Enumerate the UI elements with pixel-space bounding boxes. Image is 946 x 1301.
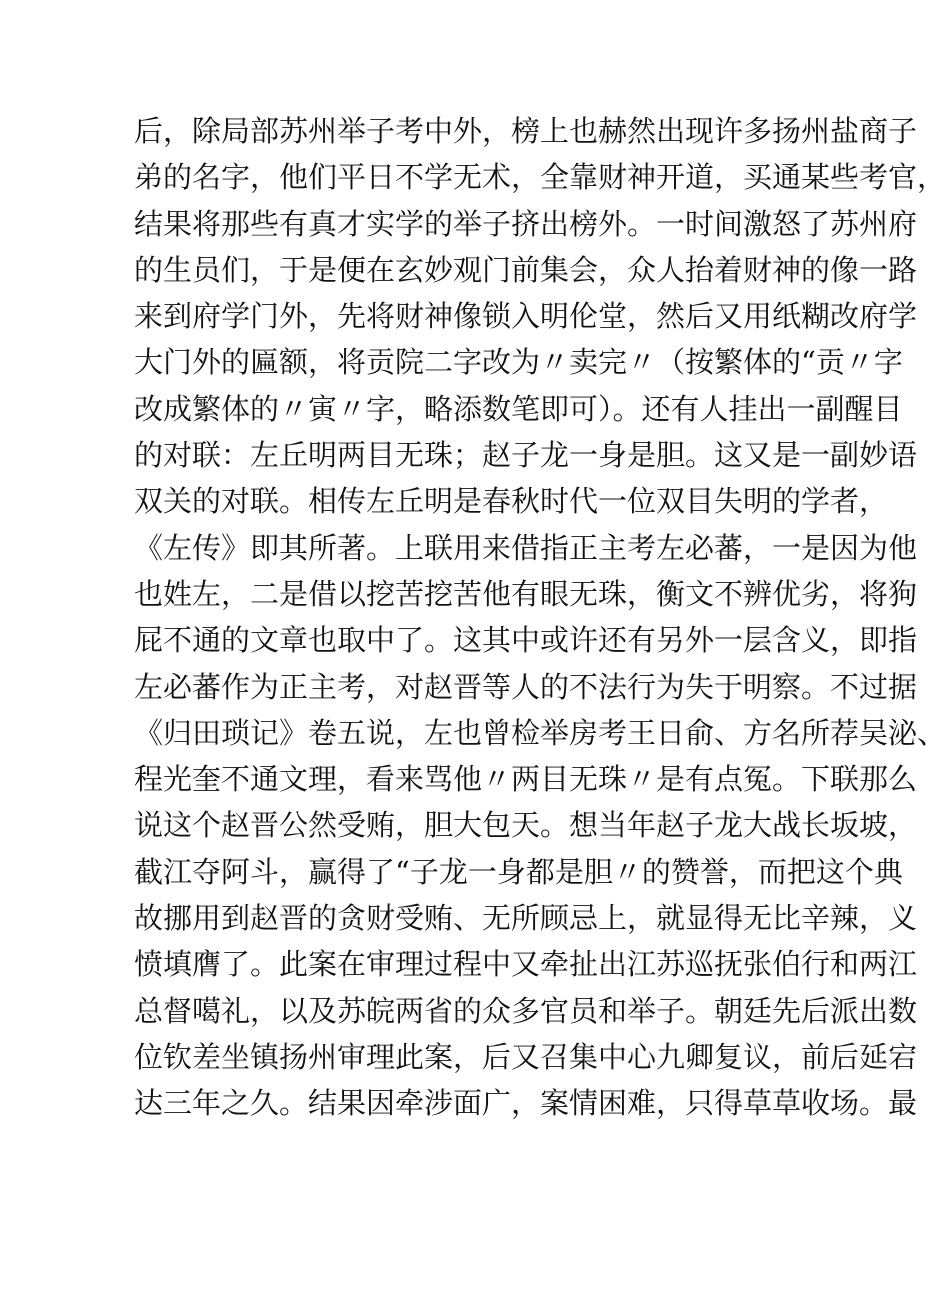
text-line: 后，除局部苏州举子考中外，榜上也赫然出现许多扬州盐商子 [134,114,918,148]
text-line: 的对联：左丘明两目无珠；赵子龙一身是胆。这又是一副妙语 [134,438,918,473]
body-text [134,108,946,1127]
text-line: 的生员们，于是便在玄妙观门前集会，众人抬着财神的像一路 [134,252,918,287]
text-line: 左必蕃作为正主考，对赵晋等人的不法行为失于明察。不过据 [134,669,918,704]
text-line: 说这个赵晋公然受贿，胆大包天。想当年赵子龙大战长坂坡， [134,808,918,843]
text-line: 总督噶礼，以及苏皖两省的众多官员和举子。朝廷先后派出数 [134,993,918,1028]
text-line: 《归田琐记》卷五说，左也曾检举房考王日俞、方名所荐吴泌、 [134,715,946,750]
text-line: 双关的对联。相传左丘明是春秋时代一位双目失明的学者， [134,484,889,519]
text-line: 也姓左，二是借以挖苦挖苦他有眼无珠，衡文不辨优劣，将狗 [134,576,918,611]
text-line: 结果将那些有真才实学的举子挤出榜外。一时间激怒了苏州府 [134,206,918,241]
text-line: 程光奎不通文理，看来骂他〃两目无珠〃是有点冤。下联那么 [134,762,918,797]
text-line: 故挪用到赵晋的贪财受贿、无所顾忌上，就显得无比辛辣，义 [134,901,918,936]
text-line: 愤填膺了。此案在审理过程中又牵扯出江苏巡抚张伯行和两江 [134,947,918,982]
text-line: 大门外的匾额，将贡院二字改为〃卖完〃（按繁体的“贡〃字 [134,345,903,380]
text-line: 改成繁体的〃寅〃字，略添数笔即可）。还有人挂出一副醒目 [134,391,903,426]
text-line: 达三年之久。结果因牵涉面广，案情困难，只得草草收场。最 [134,1086,918,1121]
text-line: 来到府学门外，先将财神像锁入明伦堂，然后又用纸糊改府学 [134,299,918,334]
text-line: 位钦差坐镇扬州审理此案，后又召集中心九卿复议，前后延宕 [134,1039,918,1074]
text-line: 弟的名字，他们平日不学无术，全靠财神开道，买通某些考官， [134,160,946,195]
text-line: 截江夺阿斗，赢得了“子龙一身都是胆〃的赞誉，而把这个典 [134,854,903,889]
text-line: 屁不通的文章也取中了。这其中或许还有另外一层含义，即指 [134,623,918,658]
text-line: 《左传》即其所著。上联用来借指正主考左必蕃，一是因为他 [134,530,918,565]
